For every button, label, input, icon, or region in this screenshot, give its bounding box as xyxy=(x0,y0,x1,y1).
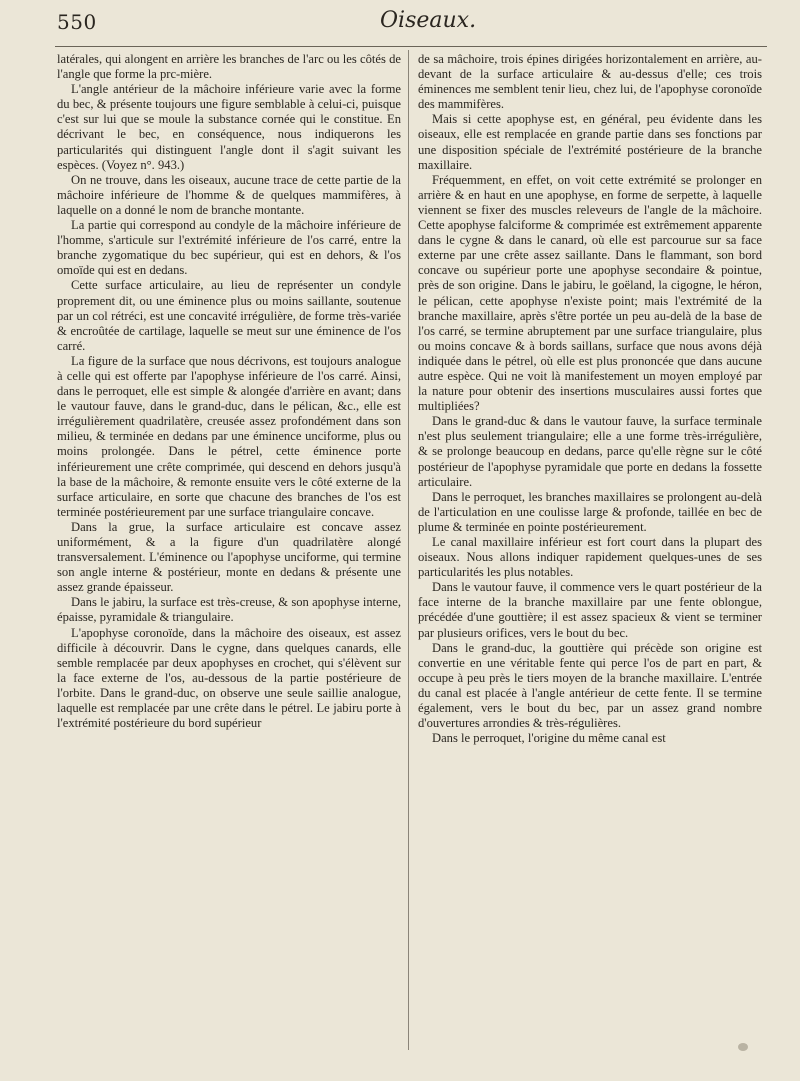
paragraph: Dans le grand-duc, la gouttière qui précède son origine est convertie en une véritable fente qui perce l'os de part en part, & occupe à peu près le tiers moyen de la branche maxillaire. L'entrée du canal est placée à l'angle antérieur de cette fente. Il se termine également, vers le bout du bec, par un assez grand nombre d'ouvertures arrondies & très-régulières. xyxy=(418,640,762,731)
paragraph: Le canal maxillaire inférieur est fort court dans la plupart des oiseaux. Nous allons indiquer rapidement quelques-unes de ses particularités les plus notables. xyxy=(418,535,762,580)
column-divider xyxy=(408,50,409,1050)
paragraph: L'angle antérieur de la mâchoire inférieure varie avec la forme du bec, & présente toujours une figure semblable à celui-ci, puisque c'est sur lui que se moule la substance cornée qui le constitue. En décrivant le bec, en conséquence, nous indiquerons les particularités qui distinguent l'angle dont il s'agit suivant les espèces. (Voyez n°. 943.) xyxy=(57,82,401,172)
paragraph: L'apophyse coronoïde, dans la mâchoire des oiseaux, est assez difficile à découvrir. Dans le cygne, dans quelques canards, elle semble remplacée par deux apophyses en crochet, qui s'élèvent sur la face externe de l'os, au-dessous de la partie postérieure de l'orbite. Dans le grand-duc, on observe une seule saillie analogue, laquelle est remplacée par une crête dans le pétrel. Le jabiru porte à l'extrémité postérieure du bord supérieur xyxy=(57,625,401,731)
paragraph: Dans le vautour fauve, il commence vers le quart postérieur de la face interne de la branche maxillaire par une fente oblongue, précédée d'une gouttière; il est assez spacieux & vient se terminer par plusieurs orifices, vers le bout du bec. xyxy=(418,580,762,640)
paragraph: Dans la grue, la surface articulaire est concave assez uniformément, & a la figure d'un quadrilatère alongé transversalement. L'éminence ou l'apophyse unciforme, qui termine son angle interne & postérieur, monte en dedans & présente une assez grande épaisseur. xyxy=(57,519,401,595)
paragraph: Dans le perroquet, les branches maxillaires se prolongent au-delà de l'articulation en une coulisse large & profonde, taillée en bec de plume & terminée en pointe postérieurement. xyxy=(418,489,762,534)
right-column xyxy=(418,52,762,746)
paragraph: La figure de la surface que nous décrivons, est toujours analogue à celle qui est offerte par l'apophyse inférieure de l'os carré. Ainsi, dans le perroquet, elle est simple & alongée d'arrière en avant; dans le vautour fauve, dans le grand-duc, dans le pélican, &c., elle est irrégulièrement quadrilatère, creusée assez profondément dans son milieu, & terminée en dedans par une éminence unciforme, plus ou moins prolongée. Dans le pétrel, cette éminence porte inférieurement une crête comprimée, qui descend en dehors jusqu'à la base de la mâchoire, & remonte ensuite vers le côté externe de la surface articulaire, en sorte que chacune des branches de l'os est terminée postérieurement par une surface triangulaire concave. xyxy=(57,353,401,519)
paragraph: Dans le perroquet, l'origine du même canal est xyxy=(432,731,666,746)
paragraph: Fréquemment, en effet, on voit cette extrémité se prolonger en arrière & en haut en une apophyse, en forme de serpette, à laquelle viennent se fixer des muscles releveurs de l'angle de la mâchoire. Cette apophyse falciforme & comprimée est extrêmement apparente dans le cygne & dans le canard, où elle est parcourue sur sa face externe par une crête assez saillante. Dans le flammant, son bord concave ou supérieur porte une apophyse secondaire & pointue, près de son origine. Dans le jabiru, le goëland, la cigogne, le héron, le pélican, cette apophyse n'existe point; mais l'extrémité de la branche maxillaire, après s'être portée un peu au-delà de la base de l'os carré, se termine abruptement par une surface triangulaire, plus ou moins concave & à bords saillans, surface que nous avons déjà indiquée dans le pétrel, où elle est plus prononcée que dans aucune autre espèce. Qui ne voit là manifestement un moyen employé par la nature pour obtenir des insertions musculaires aussi fortes que multipliées? xyxy=(418,172,762,414)
paragraph: de sa mâchoire, trois épines dirigées horizontalement en arrière, au-devant de la surface articulaire & au-dessus d'elle; ces trois éminences me semblent tenir lieu, chez lui, de l'apophyse coronoïde des mammifères. xyxy=(418,52,762,112)
ink-blot xyxy=(738,1043,748,1051)
left-column xyxy=(57,52,401,731)
running-title: Oiseaux. xyxy=(380,8,477,33)
header-rule xyxy=(55,46,767,47)
paragraph: latérales, qui alongent en arrière les branches de l'arc ou les côtés de l'angle que forme la prc-mière. xyxy=(57,52,401,82)
paragraph: La partie qui correspond au condyle de la mâchoire inférieure de l'homme, s'articule sur l'extrémité inférieure de l'os carré, entre la branche zygomatique du bec supérieur, qui est en dehors, & l'os omoïde qui est en dedans. xyxy=(57,218,401,278)
paragraph: Dans le jabiru, la surface est très-creuse, & son apophyse interne, épaisse, pyramidale & triangulaire. xyxy=(57,595,401,625)
paragraph: On ne trouve, dans les oiseaux, aucune trace de cette partie de la mâchoire inférieure de l'homme & de quelques mammifères, à laquelle on a donné le nom de branche montante. xyxy=(57,172,401,217)
paragraph: Mais si cette apophyse est, en général, peu évidente dans les oiseaux, elle est remplacée en grande partie dans ses fonctions par une disposition spéciale de l'extrémité postérieure de la branche maxillaire. xyxy=(418,112,762,172)
paragraph: Dans le grand-duc & dans le vautour fauve, la surface terminale n'est plus seulement triangulaire; elle a une forme très-irrégulière, & se prolonge beaucoup en dedans, parce qu'elle règne sur le côté postérieur de l'apophyse pyramidale que porte en dedans la fossette articulaire. xyxy=(418,414,762,489)
paragraph: Cette surface articulaire, au lieu de représenter un condyle proprement dit, ou une éminence plus ou moins saillante, soutenue par un col rétréci, est une concavité irrégulière, de forme très-variée & encroûtée de cartilage, laquelle se meut sur une éminence de l'os carré. xyxy=(57,278,401,353)
page-number: 550 xyxy=(57,10,97,34)
